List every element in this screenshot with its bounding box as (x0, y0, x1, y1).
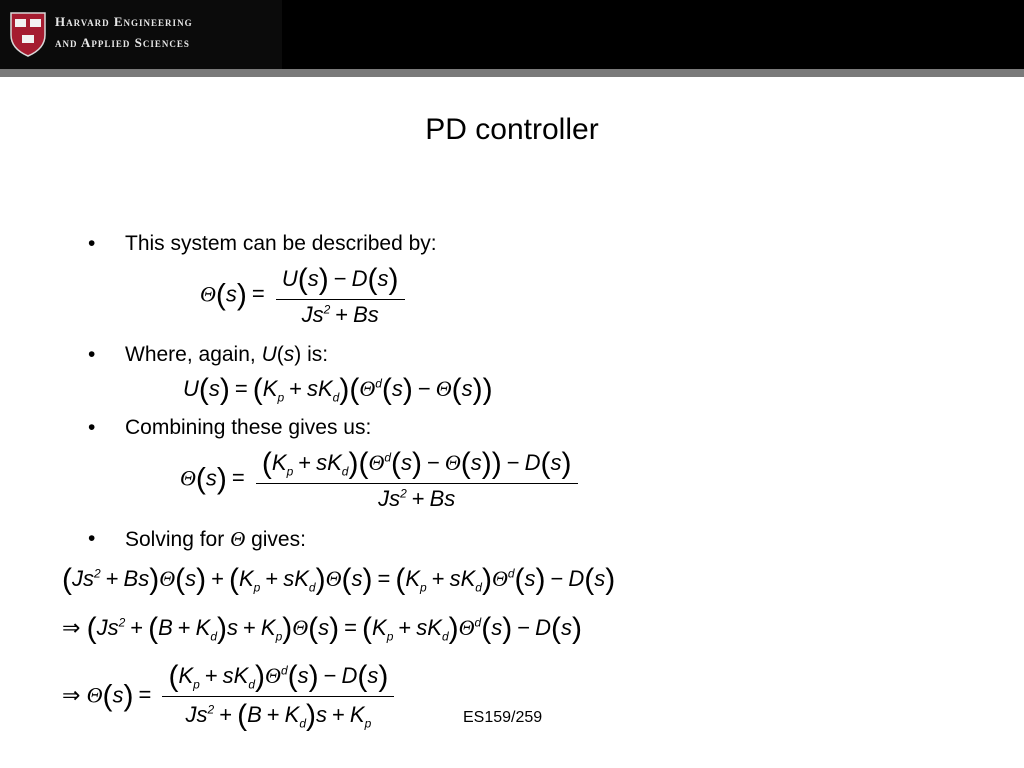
bullet-dot: • (88, 232, 96, 255)
equation-1: Θ(s) = $\frac{U(s) - D(s)}{Js^2 + Bs}$ (200, 263, 405, 328)
brand-wordmark (55, 11, 193, 53)
bullet-text: Solving for Θ gives: (125, 527, 306, 551)
bullet-text: Combining these gives us: (125, 416, 372, 439)
equation-5: ⇒ $(Js^2 + (B + K_d)s + K_p)\Theta(s) = (K_p + sK_d)\Theta^d(s) - D(s)$ (62, 612, 582, 645)
equation-4: $(Js^2 + Bs)\Theta(s) + (K_p + sK_d)\Theta(s) = (K_p + sK_d)\Theta^d(s) - D(s)$ (62, 563, 616, 596)
brand-line-1: Harvard Engineering (55, 14, 193, 29)
bullet-text: Where, again, U(s) is: (125, 343, 329, 366)
bullet-dot: • (88, 527, 96, 550)
header-stripe (0, 69, 1024, 77)
equation-2: $U(s) = (K_p + sK_d)(\Theta^d(s) - \Theta(s))$ (183, 373, 493, 406)
bullet-text: This system can be described by: (125, 232, 437, 255)
brand-line-2: and Applied Sciences (55, 35, 190, 50)
slide-title: PD controller (425, 113, 599, 146)
logo (0, 0, 282, 69)
bullet-dot: • (88, 343, 96, 366)
harvard-shield-icon (9, 11, 47, 57)
bullet-dot: • (88, 416, 96, 439)
equation-3: Θ(s) = $\frac{(K_p + sK_d)(\Theta^d(s) - \Theta(s)) - D(s)}{Js^2 + Bs}$ (180, 447, 578, 512)
header-bar (0, 0, 1024, 69)
course-footer: ES159/259 (463, 709, 543, 726)
equation-6: ⇒ Θ(s) = $\frac{(K_p + sK_d)\Theta^d(s) - D(s)}{Js^2 + (B + K_d)s + K_p}$ (62, 660, 394, 733)
